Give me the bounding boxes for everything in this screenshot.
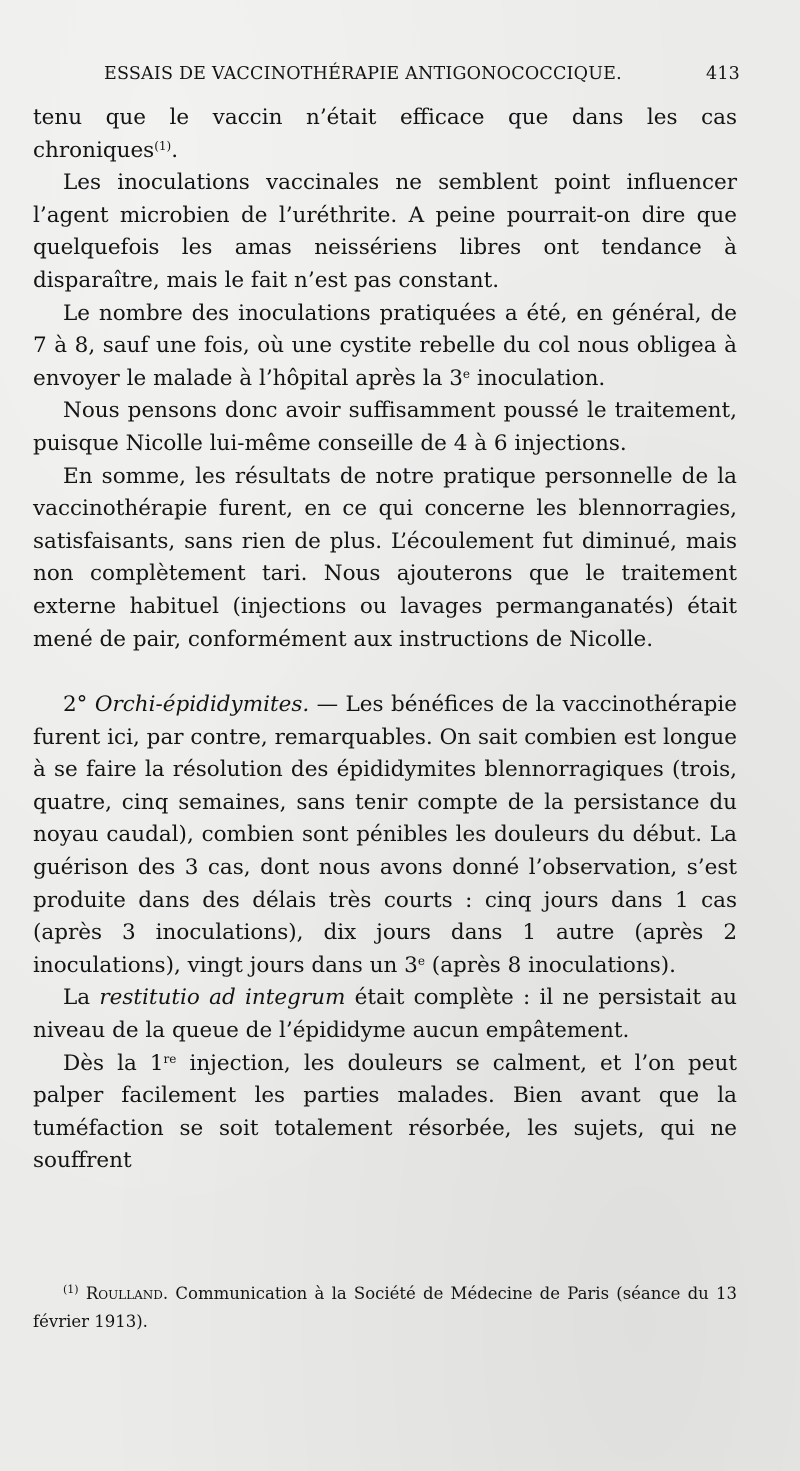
superscript: e [462, 366, 471, 381]
paragraph-3 [33, 298, 737, 396]
paragraph-6-end: (après 8 inoculations). [424, 952, 676, 978]
paragraph-8-start: Dès la 1 [63, 1050, 164, 1076]
paragraph-1-text: tenu que le vaccin n’était efficace que dans les cas chroniques [33, 105, 737, 163]
paragraph-5: En somme, les résultats de notre pratique personnelle de la vaccinothérapie furent, en ce qui concerne les blennorragies, satisfaisants, sans rien de plus. L’écoulement fut diminué, mais non complètement tari. Nous ajouterons que le traitement externe habituel (injections ou lavages permanganatés) était mené de pair, conformément aux instructions de Nicolle. [33, 463, 737, 652]
page-number: 413 [705, 64, 740, 84]
paragraph-8-text: injection, les douleurs se calment, et l’on peut palper facilement les parties malades. Bien avant que la tuméfaction se soit totalement résorbée, les sujets, qui ne souffrent [33, 1050, 737, 1174]
footnote [33, 1280, 737, 1336]
footnote-author: Roulland [85, 1284, 163, 1303]
paragraph-1 [33, 102, 737, 167]
latin-phrase: restitutio ad integrum [99, 985, 346, 1011]
paragraph-7 [33, 982, 737, 1047]
section-heading: Orchi-épididymites. [94, 692, 310, 718]
running-title: ESSAIS DE VACCINOTHÉRAPIE ANTIGONOCOCCIQUE. [104, 64, 622, 84]
footnote-body: . Communication à la Société de Médecine de Paris (séance du 13 février 1913). [33, 1284, 737, 1331]
footnote-reference: (1) [154, 138, 172, 153]
footnote-marker: (1) [63, 1283, 79, 1296]
paragraph-8 [33, 1048, 737, 1178]
paragraph-2: Les inoculations vaccinales ne semblent point influencer l’agent microbien de l’uréthrite. A peine pourrait-on dire que quelquefois les amas neissériens libres ont tendance à disparaître, mais le fait n’est pas constant. [33, 170, 737, 293]
running-header [104, 64, 740, 90]
body-text [33, 102, 737, 1178]
paragraph-7-end: était complète : il ne persistait au niveau de la queue de l’épididyme aucun empâtement. [33, 985, 737, 1044]
paragraph-4: Nous pensons donc avoir suffisamment poussé le traitement, puisque Nicolle lui-même conseille de 4 à 6 injections. [33, 398, 737, 456]
paragraph-7-start: La [63, 985, 100, 1011]
paragraph-6-text: — Les bénéfices de la vaccinothérapie furent ici, par contre, remarquables. On sait combien est longue à se faire la résolution des épididymites blennorragiques (trois, quatre, cinq semaines, sans tenir compte de la persistance du noyau caudal), combien sont pénibles les douleurs du début. La guérison des 3 cas, dont nous avons donné l’observation, s’est produite dans des délais très courts : cinq jours dans 1 cas (après 3 inoculations), dix jours dans 1 autre (après 2 inoculations), vingt jours dans un 3 [33, 692, 737, 978]
superscript: re [163, 1051, 177, 1066]
section-number: 2° [63, 692, 88, 718]
superscript: e [417, 953, 425, 968]
paragraph-1-end: . [171, 137, 179, 163]
paragraph-3-end: inoculation. [470, 365, 606, 391]
paragraph-6 [33, 689, 737, 982]
footnote-text [33, 1280, 737, 1336]
paragraph-3-text: Le nombre des inoculations pratiquées a été, en général, de 7 à 8, sauf une fois, où une cystite rebelle du col nous obligea à envoyer le malade à l’hôpital après la 3 [33, 300, 737, 391]
